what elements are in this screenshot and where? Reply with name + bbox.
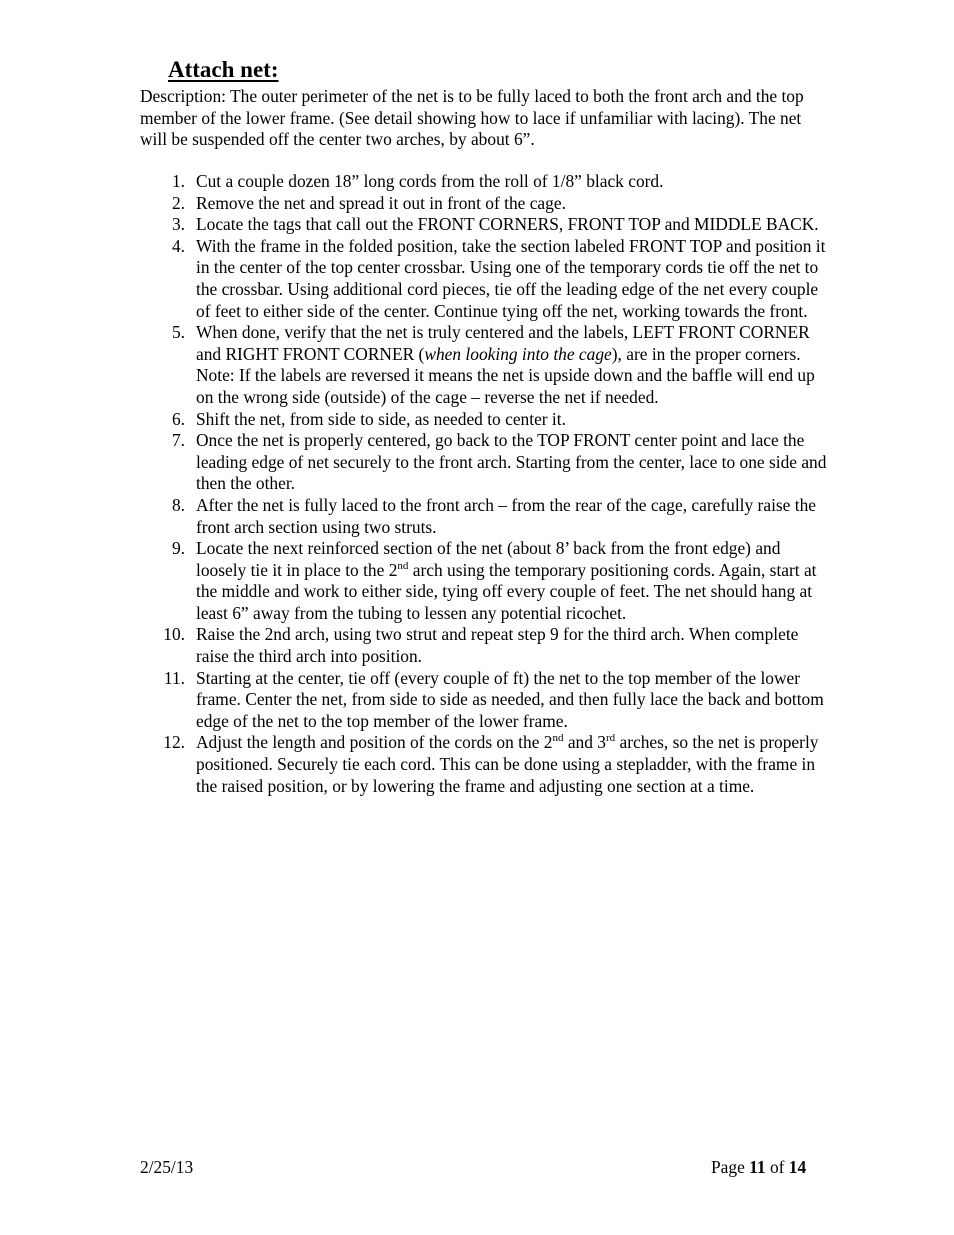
step-text-part: arches, so the net is properly positioned. Securely tie each cord. This can be done using a stepladder, with the frame in the raised position, or by lowering the frame and adjusting one section at a time. — [196, 732, 819, 796]
step-number: 2. — [171, 192, 185, 213]
step-text — [196, 732, 818, 795]
step-number: 11. — [163, 667, 185, 688]
superscript: rd — [605, 732, 616, 745]
step-text: Once the net is properly centered, go back to the TOP FRONT center point and lace the leading edge of net securely to the front arch. Starting from the center, lace to one side and then the other. — [196, 430, 827, 494]
step-text: Raise the 2nd arch, using two strut and repeat step 9 for the third arch. When complete raise the third arch into position. — [196, 624, 799, 667]
list-item — [140, 236, 830, 322]
step-text: Starting at the center, tie off (every couple of ft) the net to the top member of the lower frame. Center the net, from side to side as needed, and then fully lace the back and bottom edge of the net to the top member of the lower frame. — [196, 667, 824, 731]
section-heading: Attach net: — [168, 57, 279, 82]
footer-date: 2/25/13 — [140, 1157, 194, 1177]
step-text — [196, 322, 815, 407]
step-text-part: When done, verify that the net is truly centered and the labels, LEFT FRONT CORNER and RIGHT FRONT CORNER ( — [196, 322, 810, 364]
step-text-part: and 3 — [563, 732, 606, 753]
list-item — [140, 732, 830, 797]
step-number: 5. — [171, 322, 185, 343]
step-number: 4. — [171, 235, 185, 256]
step-number: 10. — [163, 624, 185, 645]
list-item — [140, 538, 830, 624]
description-paragraph: Description: The outer perimeter of the net is to be fully laced to both the front arch and the top member of the lower frame. (See detail showing how to lace if unfamiliar with lacing). The net will be suspended off the center two arches, by about 6”. — [140, 86, 804, 150]
step-number: 9. — [171, 538, 185, 559]
step-text — [196, 538, 817, 623]
step-text-part: Adjust the length and position of the cords on the 2 — [196, 732, 553, 753]
step-number: 12. — [163, 732, 185, 753]
step-text: With the frame in the folded position, take the section labeled FRONT TOP and position it in the center of the top center crossbar. Using one of the temporary cords tie off the net to the crossbar. Using additional cord pieces, tie off the leading edge of the net every couple of feet to either side of the center. Continue tying off the net, working towards the front. — [196, 235, 826, 321]
step-text-part: Locate the next reinforced section of the net (about 8’ back from the front edge) and loosely tie it in place to the 2 — [196, 538, 781, 580]
step-number: 3. — [171, 214, 185, 235]
list-item — [140, 322, 830, 408]
step-text: Locate the tags that call out the FRONT CORNERS, FRONT TOP and MIDDLE BACK. — [196, 214, 819, 235]
list-item — [140, 668, 830, 733]
page-current: 11 — [749, 1157, 766, 1177]
steps-list — [140, 171, 830, 797]
step-text: Cut a couple dozen 18” long cords from the roll of 1/8” black cord. — [196, 171, 664, 191]
list-item — [140, 214, 830, 236]
list-item — [140, 430, 830, 495]
step-number: 7. — [171, 430, 185, 451]
list-item — [140, 193, 830, 215]
step-text-italic: when looking into the cage — [424, 343, 612, 364]
step-text: Shift the net, from side to side, as needed to center it. — [196, 408, 566, 429]
step-text: After the net is fully laced to the front arch – from the rear of the cage, carefully raise the front arch section using two struts. — [196, 494, 816, 537]
superscript: nd — [397, 559, 409, 572]
list-item — [140, 409, 830, 431]
step-number: 6. — [171, 408, 185, 429]
list-item — [140, 624, 830, 667]
page-prefix: Page — [711, 1157, 750, 1177]
list-item — [140, 495, 830, 538]
step-text-part: arch using the temporary positioning cords. Again, start at the middle and work to either side, tying off every couple of feet. The net should hang at least 6” away from the tubing to lessen any potential ricochet. — [196, 559, 817, 623]
step-number: 1. — [171, 171, 185, 191]
step-text: Remove the net and spread it out in front of the cage. — [196, 192, 566, 213]
superscript: nd — [552, 732, 564, 745]
page-of: of — [765, 1157, 789, 1177]
page-total: 14 — [788, 1157, 807, 1177]
list-item — [140, 171, 830, 193]
step-text-part: ), are in the proper corners. Note: If the labels are reversed it means the net is upside down and the baffle will end up on the wrong side (outside) of the cage – reverse the net if needed. — [196, 343, 815, 407]
page-number — [711, 1157, 806, 1179]
step-number: 8. — [171, 494, 185, 515]
